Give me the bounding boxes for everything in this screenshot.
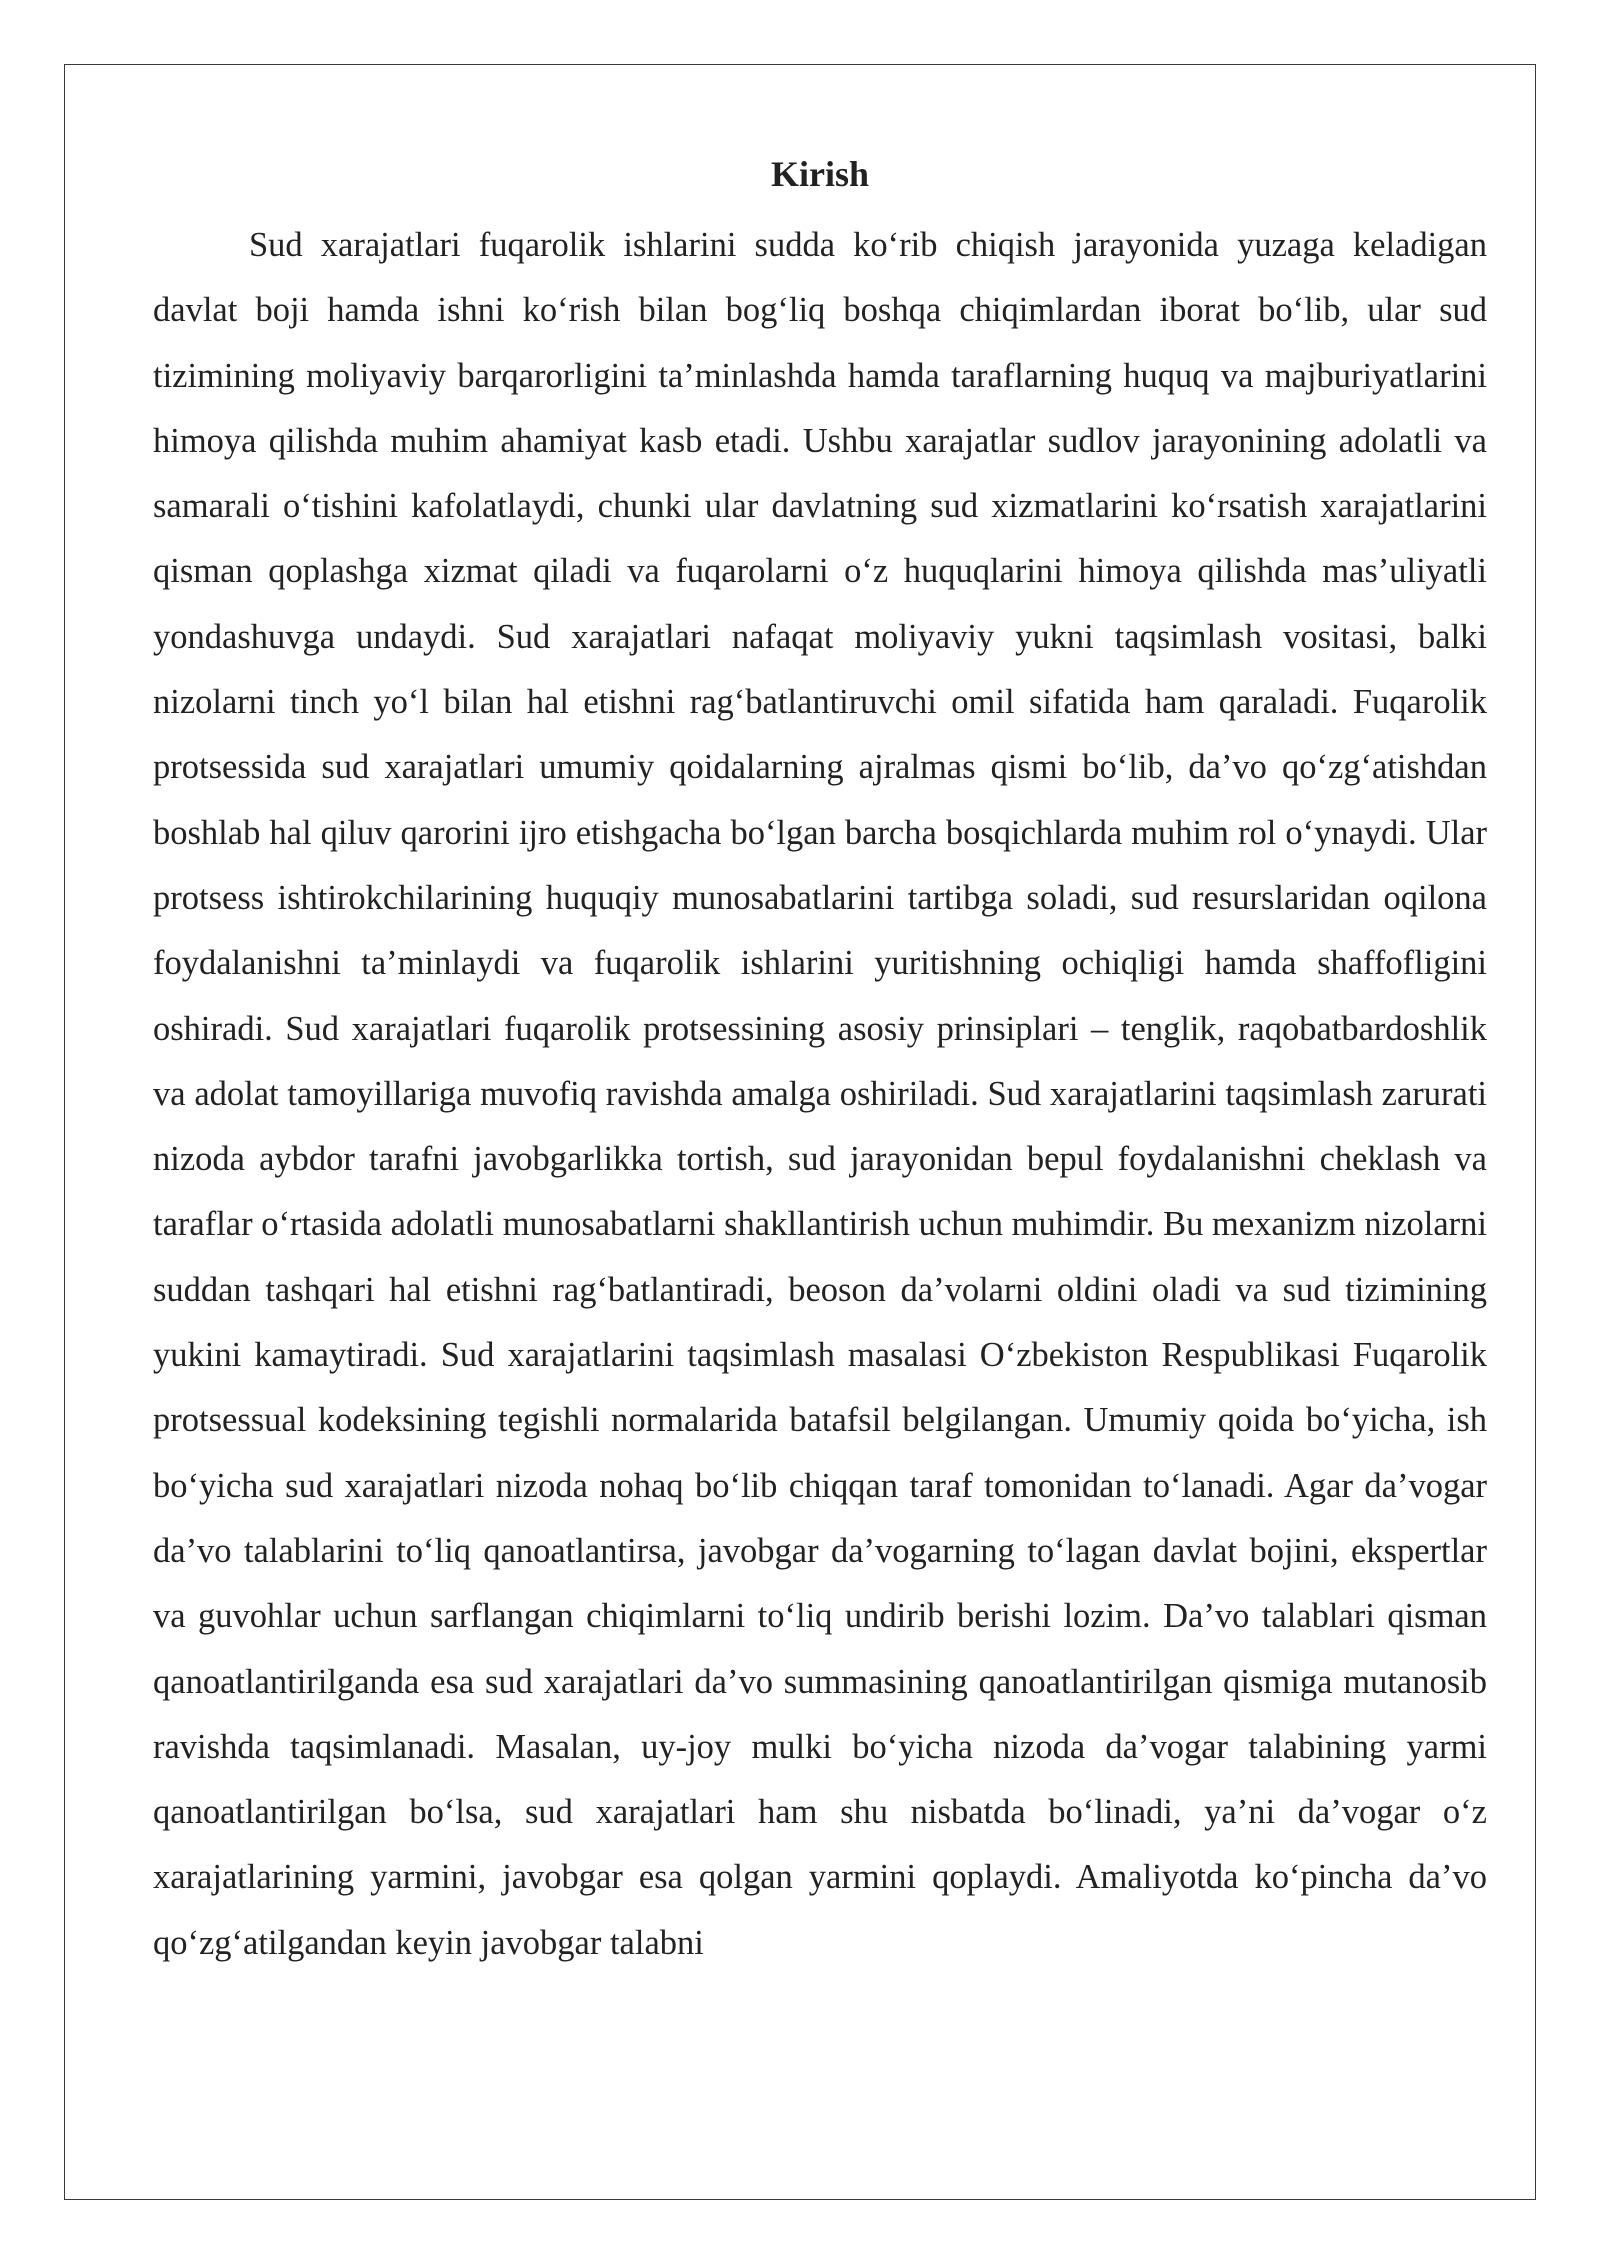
- document-body: [153, 147, 1487, 1976]
- page-title: Kirish: [770, 154, 869, 194]
- body-paragraph: Sud xarajatlari fuqarolik ishlarini sudda ko‘rib chiqish jarayonida yuzaga keladigan davlat boji hamda ishni ko‘rish bilan bog‘liq boshqa chiqimlardan iborat bo‘lib, ular sud tizimining moliyaviy barqarorligini ta’minlashda hamda taraflarning huquq va majburiyatlarini himoya qilishda muhim ahamiyat kasb etadi. Ushbu xarajatlar sudlov jarayonining adolatli va samarali o‘tishini kafolatlaydi, chunki ular davlatning sud xizmatlarini ko‘rsatish xarajatlarini qisman qoplashga xizmat qiladi va fuqarolarni o‘z huquqlarini himoya qilishda mas’uliyatli yondashuvga undaydi. Sud xarajatlari nafaqat moliyaviy yukni taqsimlash vositasi, balki nizolarni tinch yo‘l bilan hal etishni rag‘batlantiruvchi omil sifatida ham qaraladi. Fuqarolik protsessida sud xarajatlari umumiy qoidalarning ajralmas qismi bo‘lib, da’vo qo‘zg‘atishdan boshlab hal qiluv qarorini ijro etishgacha bo‘lgan barcha bosqichlarda muhim rol o‘ynaydi. Ular protsess ishtirokchilarining huquqiy munosabatlarini tartibga soladi, sud resurslaridan oqilona foydalanishni ta’minlaydi va fuqarolik ishlarini yuritishning ochiqligi hamda shaffofligini oshiradi. Sud xarajatlari fuqarolik protsessining asosiy prinsiplari – tenglik, raqobatbardoshlik va adolat tamoyillariga muvofiq ravishda amalga oshiriladi. Sud xarajatlarini taqsimlash zarurati nizoda aybdor tarafni javobgarlikka tortish, sud jarayonidan bepul foydalanishni cheklash va taraflar o‘rtasida adolatli munosabatlarni shakllantirish uchun muhimdir. Bu mexanizm nizolarni suddan tashqari hal etishni rag‘batlantiradi, beoson da’volarni oldini oladi va sud tizimining yukini kamaytiradi. Sud xarajatlarini taqsimlash masalasi O‘zbekiston Respublikasi Fuqarolik protsessual kodeksining tegishli normalarida batafsil belgilangan. Umumiy qoida bo‘yicha, ish bo‘yicha sud xarajatlari nizoda nohaq bo‘lib chiqqan taraf tomonidan to‘lanadi. Agar da’vogar da’vo talablarini to‘liq qanoatlantirsa, javobgar da’vogarning to‘lagan davlat bojini, ekspertlar va guvohlar uchun sarflangan chiqimlarni to‘liq undirib berishi lozim. Da’vo talablari qisman qanoatlantirilganda esa sud xarajatlari da’vo summasining qanoatlantirilgan qismiga mutanosib ravishda taqsimlanadi. Masalan, uy-joy mulki bo‘yicha nizoda da’vogar talabining yarmi qanoatlantirilgan bo‘lsa, sud xarajatlari ham shu nisbatda bo‘linadi, ya’ni da’vogar o‘z xarajatlarining yarmini, javobgar esa qolgan yarmini qoplaydi. Amaliyotda ko‘pincha da’vo qo‘zg‘atilgandan keyin javobgar talabni: [153, 226, 1487, 1962]
